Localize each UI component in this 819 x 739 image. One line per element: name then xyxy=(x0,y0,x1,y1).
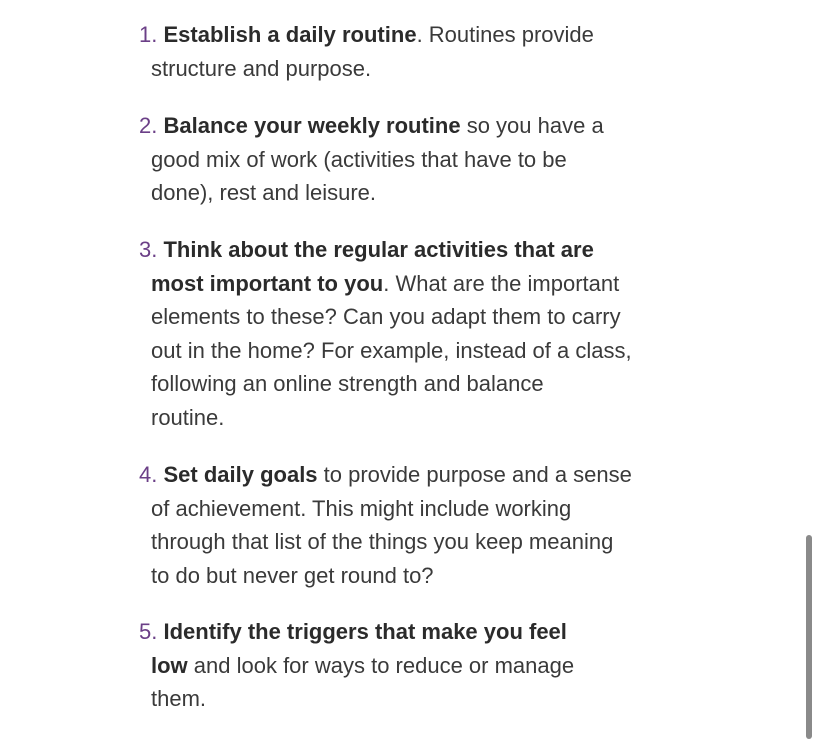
list-item-line xyxy=(139,525,679,559)
list-item-line xyxy=(139,267,679,301)
list-item-text: of achievement. This might include working xyxy=(151,495,572,521)
list-item xyxy=(139,233,679,434)
list-item-heading: Set daily goals xyxy=(163,462,318,487)
list-item-heading: Balance your weekly routine xyxy=(163,113,461,138)
list-item-line xyxy=(139,52,679,86)
list-item-line xyxy=(139,649,679,683)
list-item-text: done), rest and leisure. xyxy=(151,180,377,205)
list-item-line xyxy=(139,18,679,52)
list-item xyxy=(139,109,679,210)
list-item-text: good mix of work (activities that have to be xyxy=(151,146,567,172)
list-item-line xyxy=(139,458,679,492)
list-item-line xyxy=(139,492,679,526)
list-item-text: so you have a xyxy=(460,113,604,138)
scrollbar-thumb[interactable] xyxy=(806,535,812,739)
list-item-heading: Think about the regular activities that are xyxy=(163,237,594,262)
list-item-text: through that list of the things you keep meaning xyxy=(151,529,614,554)
list-item-text: routine. xyxy=(151,404,225,430)
list-item-text: . What are the important xyxy=(383,270,620,296)
list-item-line xyxy=(139,334,679,368)
list-item xyxy=(139,458,679,592)
list-item-number: 5. xyxy=(139,619,158,644)
list-item-text: them. xyxy=(151,686,207,711)
list-item-line xyxy=(139,109,679,143)
list-item-line xyxy=(139,682,679,716)
list-item-heading: Identify the triggers that make you feel xyxy=(163,619,567,644)
list-item-line xyxy=(139,143,679,177)
list-item xyxy=(139,615,679,716)
list-item-number: 4. xyxy=(139,462,158,487)
list-item-heading: low xyxy=(151,652,188,678)
list-item-text: to do but never get round to? xyxy=(151,562,434,588)
list-item-text: . Routines provide xyxy=(416,22,594,47)
list-item-number: 2. xyxy=(139,113,158,138)
list-item-text: following an online strength and balance xyxy=(151,371,544,396)
list-item-text: elements to these? Can you adapt them to carry xyxy=(151,304,621,329)
list-item-line xyxy=(139,559,679,593)
list-item-text: and look for ways to reduce or manage xyxy=(187,652,575,678)
list-item-line xyxy=(139,615,679,649)
list-item-line xyxy=(139,401,679,435)
list-item-text: to provide purpose and a sense xyxy=(317,462,632,487)
list-item-line xyxy=(139,233,679,267)
list-item-text: structure and purpose. xyxy=(151,55,372,81)
list-item xyxy=(139,18,679,85)
list-item-line xyxy=(139,176,679,210)
list-item-text: out in the home? For example, instead of a class, xyxy=(151,337,632,363)
list-item-number: 3. xyxy=(139,237,158,262)
list-item-heading: Establish a daily routine xyxy=(163,22,417,47)
list-item-number: 1. xyxy=(139,22,158,47)
list-item-heading: most important to you xyxy=(151,270,384,296)
list-item-line xyxy=(139,367,679,401)
list-item-line xyxy=(139,300,679,334)
